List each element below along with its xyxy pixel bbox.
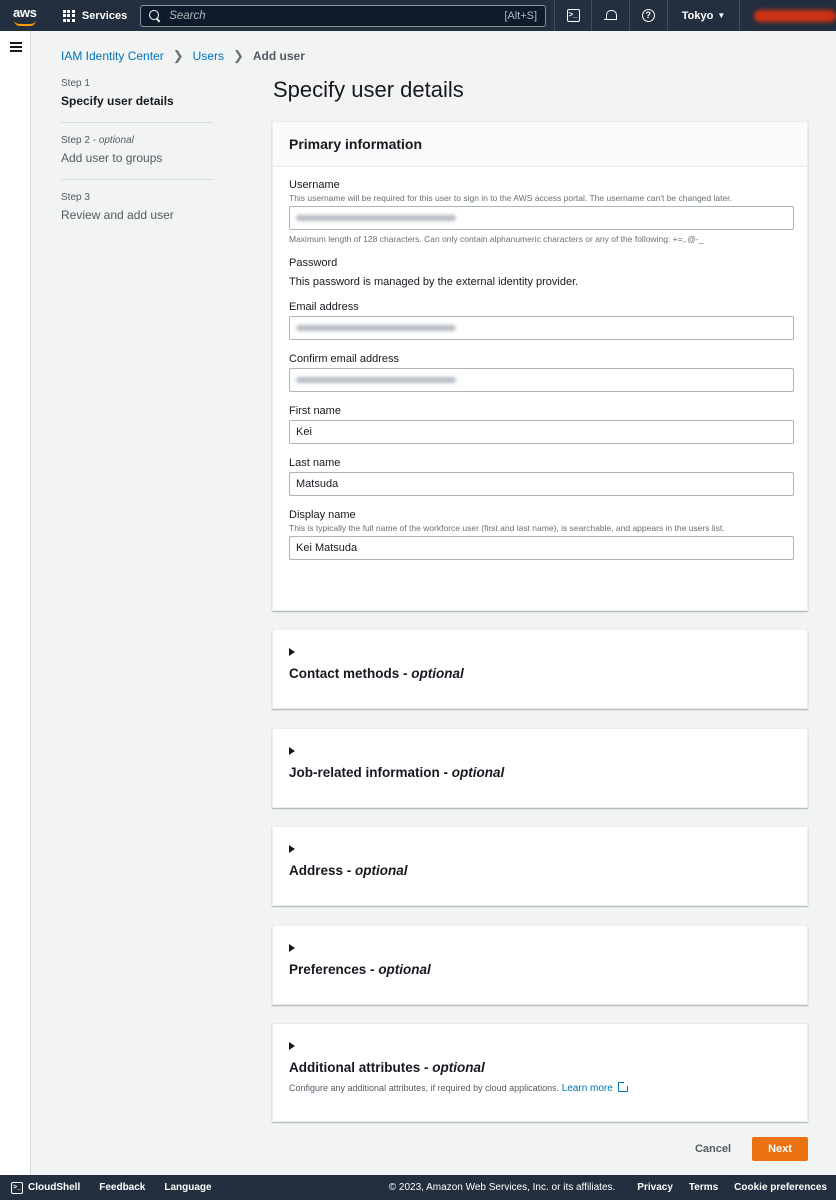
side-navigation-strip (0, 31, 31, 1175)
caret-right-icon[interactable] (289, 1042, 295, 1050)
external-link-icon (618, 1082, 628, 1092)
breadcrumb-iam-identity-center[interactable]: IAM Identity Center (61, 49, 164, 63)
footer-cloudshell-button[interactable]: >_ CloudShell (13, 1182, 81, 1193)
top-navigation (0, 0, 836, 31)
wizard-steps (61, 78, 213, 248)
wizard-step-1[interactable] (61, 78, 213, 123)
cloudshell-icon: >_ (567, 9, 580, 22)
job-related-information-section[interactable] (272, 728, 808, 808)
search-input[interactable] (169, 10, 504, 22)
section-title: Additional attributes - optional (289, 1060, 485, 1075)
footer-privacy-link[interactable]: Privacy (637, 1182, 673, 1193)
confirm-email-input[interactable] (289, 368, 794, 392)
display-name-label: Display name (289, 509, 356, 521)
help-icon: ? (642, 9, 655, 22)
services-menu-button[interactable] (63, 10, 127, 22)
search-shortcut: [Alt+S] (504, 9, 538, 22)
services-label: Services (81, 9, 128, 22)
step-title: Review and add user (61, 208, 174, 222)
display-name-input[interactable]: Kei Matsuda (289, 536, 794, 560)
step-optional-tag: optional (98, 135, 134, 146)
confirm-email-label: Confirm email address (289, 353, 400, 365)
aws-logo-text: aws (13, 4, 37, 20)
breadcrumb-users[interactable]: Users (192, 49, 224, 63)
username-field (289, 179, 791, 244)
username-description: This username will be required for this user to sign in to the AWS access portal. The username can't be changed later. (289, 193, 732, 203)
step-number: Step 1 (61, 78, 90, 89)
account-menu-redacted[interactable] (754, 10, 836, 22)
caret-right-icon[interactable] (289, 747, 295, 755)
help-button[interactable] (630, 0, 668, 31)
footer (0, 1175, 836, 1200)
section-title: Job-related information - optional (289, 765, 505, 780)
redacted-value (296, 377, 456, 383)
redacted-value (296, 325, 456, 331)
email-field (289, 301, 791, 340)
first-name-label: First name (289, 405, 341, 417)
footer-feedback-link[interactable]: Feedback (99, 1182, 146, 1193)
bell-icon (605, 10, 616, 22)
section-title: Preferences - optional (289, 962, 431, 977)
section-title: Contact methods - optional (289, 666, 464, 681)
footer-copyright: © 2023, Amazon Web Services, Inc. or its affiliates. (388, 1182, 616, 1193)
footer-cookie-preferences-link[interactable]: Cookie preferences (734, 1182, 827, 1193)
grid-icon (63, 10, 75, 22)
redacted-value (296, 215, 456, 221)
breadcrumb (61, 48, 305, 64)
cloudshell-icon: >_ (11, 1182, 23, 1194)
step-number: Step 2 - optional (61, 135, 134, 146)
caret-right-icon[interactable] (289, 845, 295, 853)
username-label: Username (289, 179, 340, 191)
step-title: Add user to groups (61, 151, 163, 165)
caret-down-icon: ▼ (717, 11, 726, 20)
display-name-field (289, 509, 791, 560)
email-label: Email address (289, 301, 359, 313)
first-name-field (289, 405, 791, 444)
aws-logo[interactable] (13, 5, 39, 27)
next-button[interactable]: Next (752, 1137, 808, 1161)
footer-terms-link[interactable]: Terms (688, 1182, 719, 1193)
learn-more-link[interactable]: Learn more (562, 1083, 628, 1094)
last-name-label: Last name (289, 457, 341, 469)
region-label: Tokyo (681, 9, 714, 22)
contact-methods-section[interactable] (272, 629, 808, 709)
cancel-button[interactable]: Cancel (686, 1137, 740, 1161)
first-name-input[interactable]: Kei (289, 420, 794, 444)
search-icon (149, 10, 161, 22)
address-section[interactable] (272, 826, 808, 906)
section-title: Address - optional (289, 863, 408, 878)
chevron-right-icon: ❯ (232, 48, 244, 63)
confirm-email-field (289, 353, 791, 392)
cloudshell-button[interactable] (554, 0, 592, 31)
wizard-step-3[interactable] (61, 192, 213, 236)
search-bar[interactable] (140, 5, 546, 27)
aws-smile-icon (14, 20, 36, 26)
breadcrumb-add-user: Add user (252, 49, 305, 63)
chevron-right-icon: ❯ (172, 48, 184, 63)
preferences-section[interactable] (272, 925, 808, 1005)
notifications-button[interactable] (592, 0, 630, 31)
section-description: Configure any additional attributes, if required by cloud applications. Learn more (289, 1082, 791, 1094)
last-name-field (289, 457, 791, 496)
region-selector[interactable] (668, 0, 741, 31)
wizard-step-2[interactable] (61, 135, 213, 180)
page-title: Specify user details (273, 77, 464, 102)
password-field (289, 257, 791, 288)
caret-right-icon[interactable] (289, 944, 295, 952)
step-number: Step 3 (61, 192, 90, 203)
password-text: This password is managed by the external identity provider. (289, 276, 579, 288)
additional-attributes-section[interactable] (272, 1023, 808, 1122)
password-label: Password (289, 257, 338, 269)
primary-information-panel (272, 121, 808, 611)
username-constraint: Maximum length of 128 characters. Can only contain alphanumeric characters or any of the following: +=,.@-_ (289, 234, 704, 244)
footer-language-link[interactable]: Language (164, 1182, 212, 1193)
last-name-input[interactable]: Matsuda (289, 472, 794, 496)
panel-heading: Primary information (273, 122, 807, 167)
step-title: Specify user details (61, 94, 174, 108)
username-input[interactable] (289, 206, 794, 230)
menu-icon[interactable] (10, 42, 22, 52)
email-input[interactable] (289, 316, 794, 340)
caret-right-icon[interactable] (289, 648, 295, 656)
display-name-description: This is typically the full name of the workforce user (first and last name), is searchable, and appears in the users list. (289, 523, 725, 533)
